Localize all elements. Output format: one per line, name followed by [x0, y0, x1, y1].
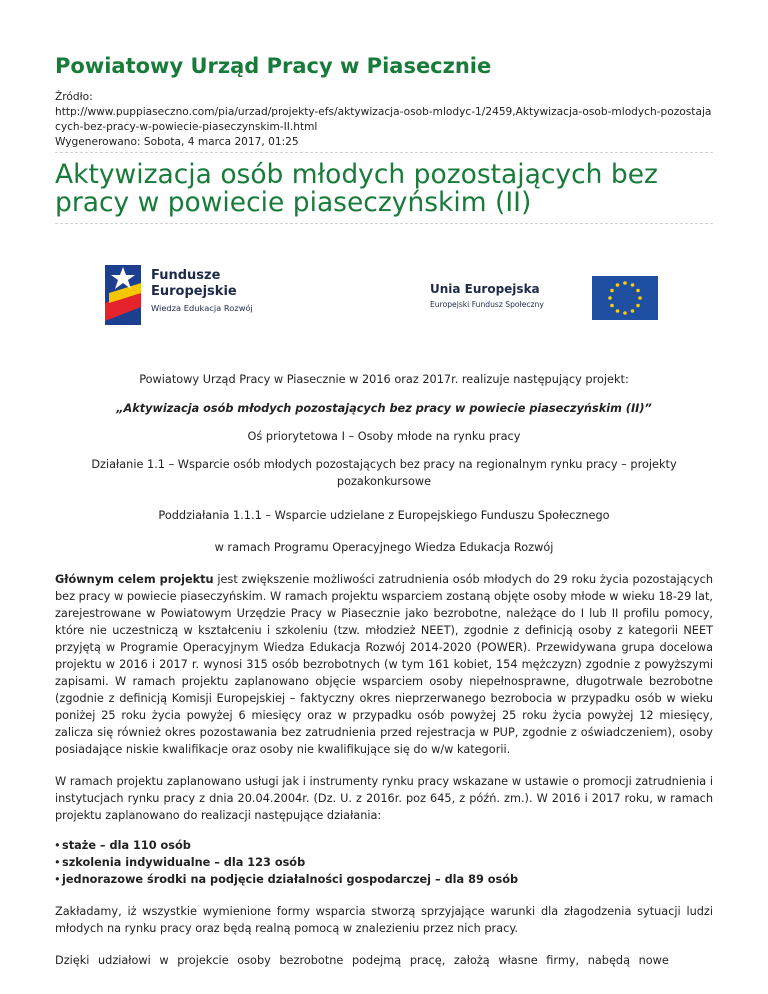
site-title: Powiatowy Urząd Pracy w Piasecznie — [55, 54, 492, 78]
intro-paragraph: Powiatowy Urząd Pracy w Piasecznie w 2016 oraz 2017r. realizuje następujący projekt: — [139, 373, 629, 386]
project-name: „Aktywizacja osób młodych pozostających bez pracy w powiecie piaseczyńskim (II)” — [116, 402, 652, 415]
document-meta — [55, 90, 715, 150]
source-label: Źródło: — [55, 91, 93, 103]
unia-europejska-logo — [430, 273, 660, 323]
list-item: • szkolenia indywidualne – dla 123 osób — [55, 854, 713, 871]
goal-lead: Głównym celem projektu — [55, 573, 214, 586]
fe-line-1: Fundusze — [151, 268, 221, 283]
goal-text: jest zwiększenie możliwości zatrudnienia osób młodych do 29 roku życia pozostających bez pracy w powiecie piaseczyńskim. W ramach projektu wsparciem zostaną objęte osoby młode w wieku 18-29 lat, zarejestrowane w Powiatowym Urzędzie Pracy w Piasecznie jako bezrobotne, należące do I lub II profilu pomocy, które nie uczestniczą w kształceniu i szkoleniu (tzw. młodzież NEET), zgodnie z definicją osoby z kategorii NEET przyjętą w Programie Operacyjnym Wiedza Edukacja Rozwój 2014-2020 (POWER). Przewidywana grupa docelowa projektu w 2016 i 2017 r. wynosi 315 osób bezrobotnych (w tym 161 kobiet, 154 mężczyzn) zgodnie z powyższymi zapisami. W ramach projektu zaplanowano objęcie wsparciem osoby niepełnosprawne, długotrwale bezrobotne (zgodnie z definicją Komisji Europejskiej – faktyczny okres nieprzerwanego bezrobocia w przypadku osób w wieku poniżej 25 roku życia powyżej 6 miesięcy oraz w przypadku osób powyżej 25 roku życia powyżej 12 miesięcy, zalicza się również okres pozostawania bez zatrudnienia przed rejestracja w PUP, zgodnie z oświadczeniem), osoby posiadające niskie kwalifikacje oraz osoby nie kwalifikujące się do w/w kategorii. — [55, 573, 713, 756]
ue-line-1: Unia Europejska — [430, 282, 540, 296]
action-line: Działanie 1.1 – Wsparcie osób młodych pozostających bez pracy na regionalnym rynku pracy – projekty pozakonkursowe — [91, 458, 677, 488]
program-line: w ramach Programu Operacyjnego Wiedza Edukacja Rozwój — [214, 541, 554, 554]
fundusze-europejskie-logo — [105, 263, 275, 333]
subaction-line: Poddziałania 1.1.1 – Wsparcie udzielane z Europejskiego Funduszu Społecznego — [158, 509, 610, 522]
fe-line-3: Wiedza Edukacja Rozwój — [151, 303, 253, 313]
outcome-paragraph: Dzięki udziałowi w projekcie osoby bezrobotne podejmą pracę, założą własne firmy, nabędą nowe — [55, 954, 669, 967]
divider — [55, 223, 713, 224]
source-url[interactable]: http://www.puppiaseczno.com/pia/urzad/projekty-efs/aktywizacja-osob-mlodyc-1/2459,Aktywizacja-osob-mlodych-pozostajacych-bez-pracy-w-powiecie-piaseczynskim-II.html — [55, 106, 712, 133]
list-item: • jednorazowe środki na podjęcie działalności gospodarczej – dla 89 osób — [55, 871, 713, 888]
goal-paragraph — [55, 571, 713, 758]
logos-banner — [55, 241, 713, 349]
fe-line-2: Europejskie — [151, 284, 237, 299]
eu-flag-icon — [592, 276, 658, 320]
fe-logo-mark — [105, 265, 141, 325]
activities-list — [55, 837, 713, 888]
article-title: Aktywizacja osób młodych pozostających bez pracy w powiecie piaseczyńskim (II) — [55, 159, 658, 218]
generated-date: Wygenerowano: Sobota, 4 marca 2017, 01:25 — [55, 136, 299, 148]
priority-axis: Oś priorytetowa I – Osoby młode na rynku pracy — [247, 430, 521, 443]
assumption-paragraph: Zakładamy, iż wszystkie wymienione formy wsparcia stworzą sprzyjające warunki dla złagodzenia sytuacji ludzi młodych na rynku pracy oraz będą realną pomocą w znalezieniu przez nich pracy. — [55, 905, 713, 935]
services-paragraph: W ramach projektu zaplanowano usługi jak i instrumenty rynku pracy wskazane w ustawie o promocji zatrudnienia i instytucjach rynku pracy z dnia 20.04.2004r. (Dz. U. z 2016r. poz 645, z późń. zm.). W 2016 i 2017 roku, w ramach projektu zaplanowano do realizacji następujące działania: — [55, 775, 713, 822]
ue-line-2: Europejski Fundusz Społeczny — [430, 300, 544, 309]
divider — [55, 152, 713, 153]
list-item: • staże – dla 110 osób — [55, 837, 713, 854]
